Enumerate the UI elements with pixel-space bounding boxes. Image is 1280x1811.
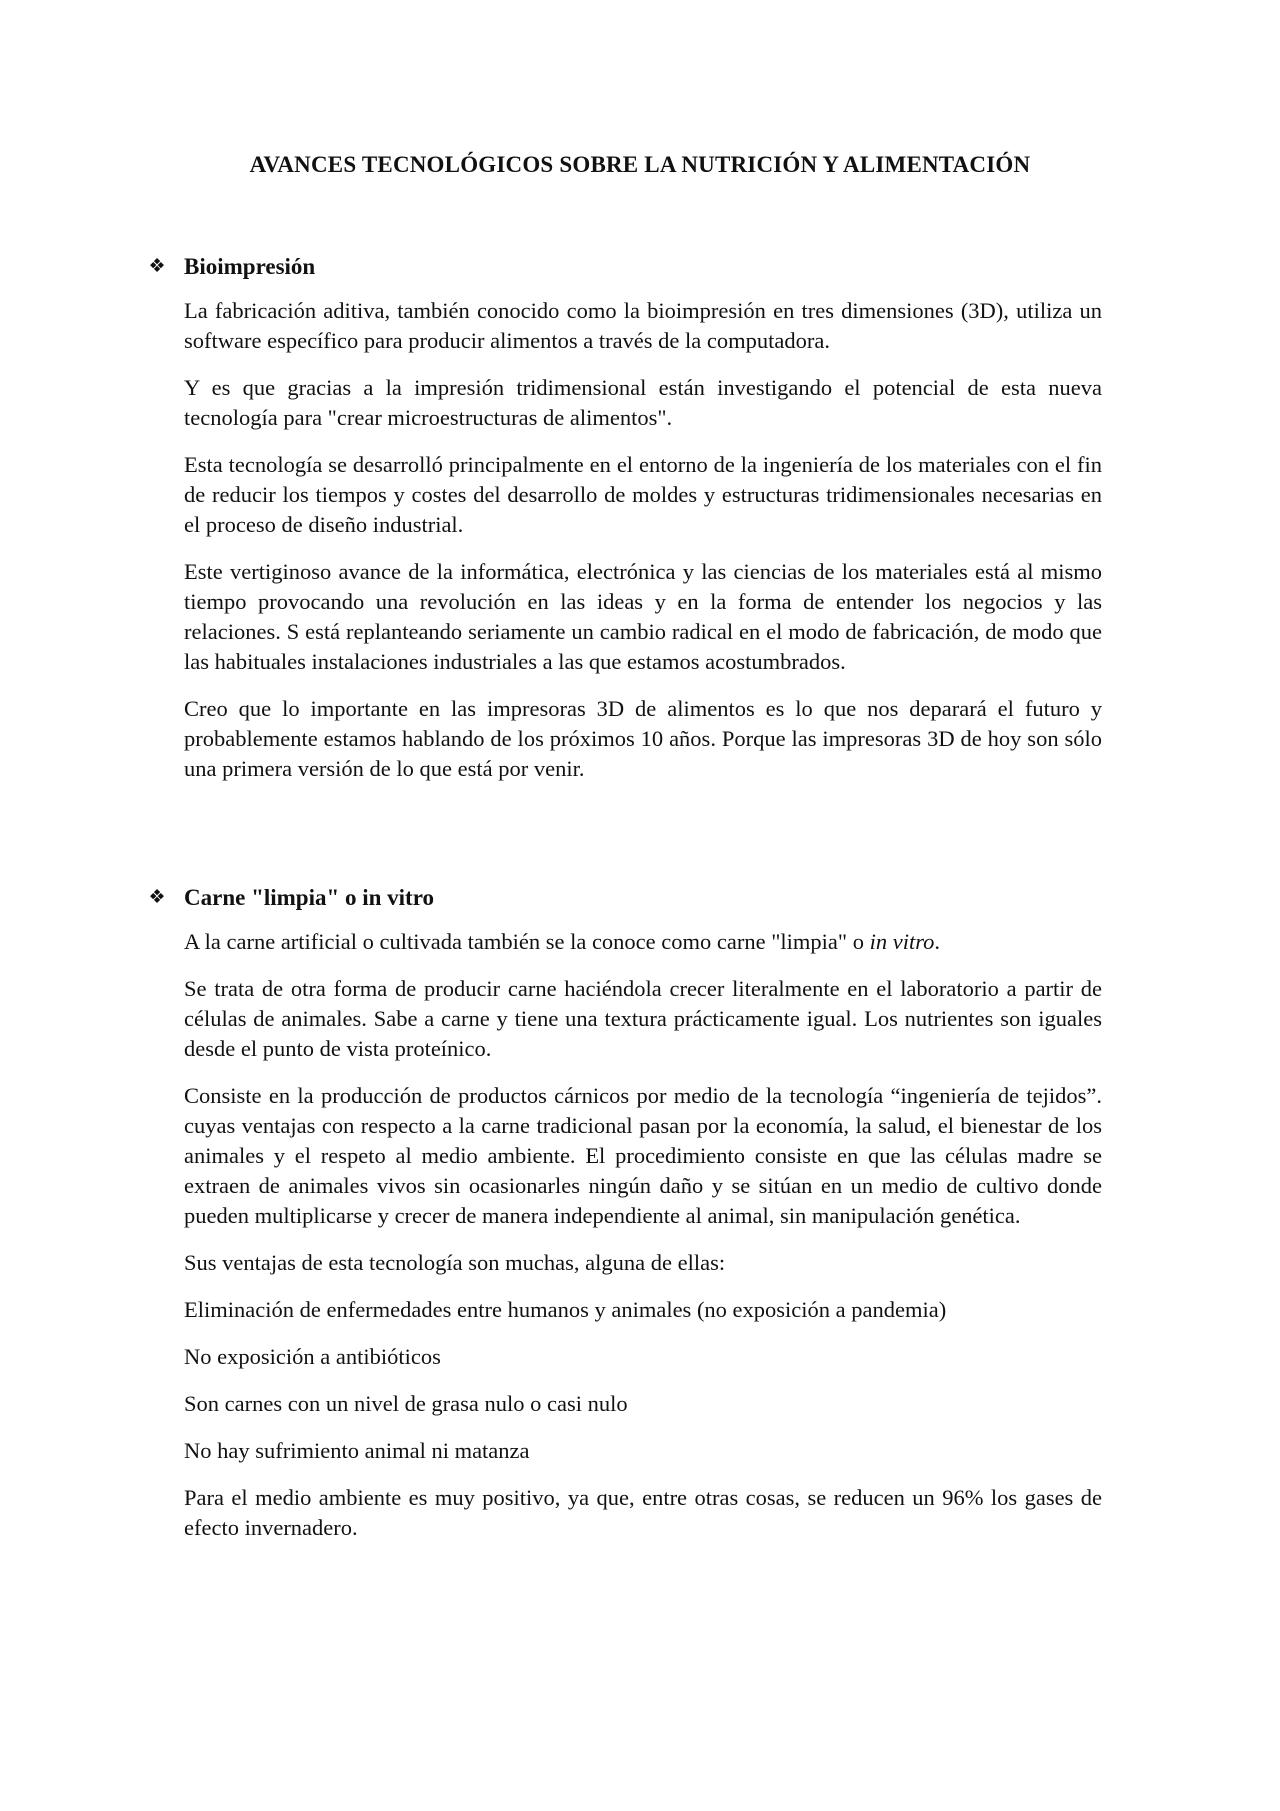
paragraph: Se trata de otra forma de producir carne haciéndola crecer literalmente en el laboratorio a partir de células de animales. Sabe a carne y tiene una textura prácticamente igual. Los nutrientes son iguales desde el punto de vista proteínico. [184, 976, 1102, 1061]
section-carne-limpia [145, 883, 1105, 1560]
intro-italic-term: in vitro [869, 929, 935, 954]
advantage-item: Son carnes con un nivel de grasa nulo o casi nulo [184, 1391, 628, 1416]
advantage-item: No hay sufrimiento animal ni matanza [184, 1438, 530, 1463]
section-heading-text: Carne "limpia" o in vitro [184, 885, 435, 910]
section-heading [145, 883, 1105, 913]
section-heading [145, 252, 1105, 282]
section-body [184, 296, 1102, 784]
paragraph: Para el medio ambiente es muy positivo, ya que, entre otras cosas, se reducen un 96% los gases de efecto invernadero. [184, 1485, 1102, 1540]
section-body [184, 927, 1102, 1543]
section-bioimpresion [145, 252, 1105, 801]
diamond-bullet-icon: ❖ [148, 256, 166, 277]
intro-text: A la carne artificial o cultivada también se la conoce como carne "limpia" o [184, 929, 870, 954]
advantage-item: Eliminación de enfermedades entre humanos y animales (no exposición a pandemia) [184, 1297, 947, 1322]
intro-end: . [934, 929, 941, 954]
advantage-item: No exposición a antibióticos [184, 1344, 441, 1369]
document-title: AVANCES TECNOLÓGICOS SOBRE LA NUTRICIÓN Y ALIMENTACIÓN [249, 152, 1031, 177]
paragraph: Consiste en la producción de productos cárnicos por medio de la tecnología “ingeniería de tejidos”. cuyas ventajas con respecto a la carne tradicional pasan por la economía, la salud, el bienestar de los animales y el respeto al medio ambiente. El procedimiento consiste en que las células madre se extraen de animales vivos sin ocasionarles ningún daño y se sitúan en un medio de cultivo donde pueden multiplicarse y crecer de manera independiente al animal, sin manipulación genética. [184, 1083, 1102, 1228]
diamond-bullet-icon: ❖ [148, 887, 166, 908]
paragraph: Este vertiginoso avance de la informática, electrónica y las ciencias de los materiales está al mismo tiempo provocando una revolución en las ideas y en la forma de entender los negocios y las relaciones. S está replanteando seriamente un cambio radical en el modo de fabricación, de modo que las habituales instalaciones industriales a las que estamos acostumbrados. [184, 559, 1102, 674]
paragraph: Sus ventajas de esta tecnología son muchas, alguna de ellas: [184, 1250, 726, 1275]
paragraph: Y es que gracias a la impresión tridimensional están investigando el potencial de esta nueva tecnología para "crear microestructuras de alimentos". [184, 375, 1102, 430]
paragraph: Esta tecnología se desarrolló principalmente en el entorno de la ingeniería de los materiales con el fin de reducir los tiempos y costes del desarrollo de moldes y estructuras tridimensionales necesarias en el proceso de diseño industrial. [184, 452, 1102, 537]
intro-paragraph [184, 927, 1102, 957]
paragraph: La fabricación aditiva, también conocido como la bioimpresión en tres dimensiones (3D), utiliza un software específico para producir alimentos a través de la computadora. [184, 298, 1102, 353]
section-heading-text: Bioimpresión [184, 254, 316, 279]
paragraph: Creo que lo importante en las impresoras 3D de alimentos es lo que nos deparará el futuro y probablemente estamos hablando de los próximos 10 años. Porque las impresoras 3D de hoy son sólo una primera versión de lo que está por venir. [184, 696, 1102, 781]
